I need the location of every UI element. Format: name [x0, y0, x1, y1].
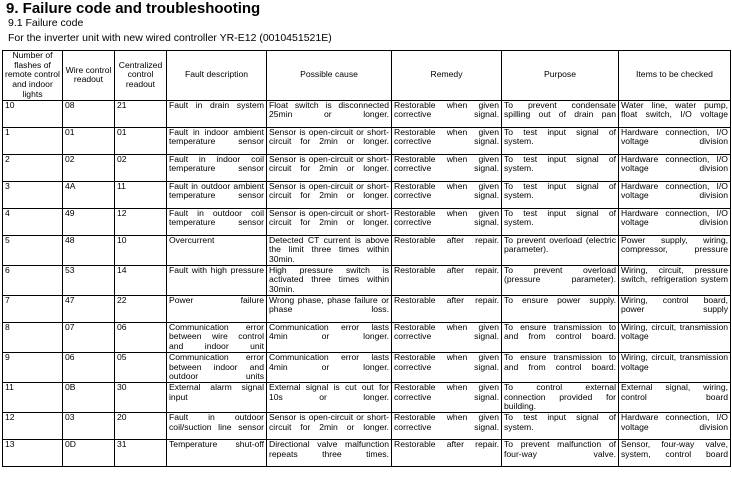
cell-fault: Fault in drain system: [167, 100, 267, 127]
cell-cause: Sensor is open-circuit or short-circuit for 2min or longer.: [267, 208, 392, 235]
col-header-flashes: Number of flashes of remote control and indoor lights: [3, 51, 63, 101]
cell-remedy: Restorable after repair.: [392, 265, 502, 295]
cell-central: 12: [115, 208, 167, 235]
cell-remedy: Restorable when given corrective signal.: [392, 154, 502, 181]
cell-fault: Fault in outdoor ambient temperature sensor: [167, 181, 267, 208]
cell-central: 14: [115, 265, 167, 295]
cell-wire: 03: [63, 413, 115, 440]
cell-fault: Power failure: [167, 295, 267, 322]
cell-central: 02: [115, 154, 167, 181]
cell-fault: Fault in outdoor coil/suction line sensor: [167, 413, 267, 440]
cell-cause: Directional valve malfunction repeats three times.: [267, 440, 392, 467]
cell-fault: Fault in outdoor coil temperature sensor: [167, 208, 267, 235]
table-row: [3, 235, 731, 265]
cell-wire: 49: [63, 208, 115, 235]
cell-cause: Detected CT current is above the limit three times within 30min.: [267, 235, 392, 265]
cell-cause: Communication error lasts 4min or longer.: [267, 352, 392, 382]
cell-flashes: 8: [3, 322, 63, 352]
cell-wire: 08: [63, 100, 115, 127]
col-header-purpose: Purpose: [502, 51, 619, 101]
cell-purpose: To prevent condensate spilling out of drain pan: [502, 100, 619, 127]
cell-flashes: 4: [3, 208, 63, 235]
cell-remedy: Restorable after repair.: [392, 295, 502, 322]
cell-remedy: Restorable when given corrective signal.: [392, 208, 502, 235]
cell-wire: 07: [63, 322, 115, 352]
table-row: [3, 440, 731, 467]
cell-wire: 4A: [63, 181, 115, 208]
cell-remedy: Restorable when given corrective signal.: [392, 322, 502, 352]
cell-check: Wiring, circuit, pressure switch, refrigeration system: [619, 265, 731, 295]
cell-fault: Overcurrent: [167, 235, 267, 265]
col-header-wire: Wire control readout: [63, 51, 115, 101]
cell-central: 31: [115, 440, 167, 467]
table-header-row: [3, 51, 731, 101]
cell-cause: Float switch is disconnected 25min or longer.: [267, 100, 392, 127]
cell-flashes: 11: [3, 382, 63, 412]
table-row: [3, 208, 731, 235]
table-row: [3, 352, 731, 382]
cell-remedy: Restorable when given corrective signal.: [392, 352, 502, 382]
cell-purpose: To test input signal of system.: [502, 154, 619, 181]
table-row: [3, 127, 731, 154]
cell-fault: External alarm signal input: [167, 382, 267, 412]
table-row: [3, 413, 731, 440]
cell-remedy: Restorable after repair.: [392, 440, 502, 467]
cell-check: Hardware connection, I/O voltage division: [619, 127, 731, 154]
cell-purpose: To control external connection provided for building.: [502, 382, 619, 412]
cell-central: 21: [115, 100, 167, 127]
cell-wire: 01: [63, 127, 115, 154]
cell-purpose: To ensure power supply.: [502, 295, 619, 322]
cell-purpose: To ensure transmission to and from control board.: [502, 322, 619, 352]
cell-flashes: 13: [3, 440, 63, 467]
cell-cause: Sensor is open-circuit or short-circuit for 2min or longer.: [267, 413, 392, 440]
cell-central: 01: [115, 127, 167, 154]
cell-remedy: Restorable after repair.: [392, 235, 502, 265]
cell-wire: 47: [63, 295, 115, 322]
cell-central: 20: [115, 413, 167, 440]
col-header-remedy: Remedy: [392, 51, 502, 101]
table-row: [3, 181, 731, 208]
cell-purpose: To test input signal of system.: [502, 181, 619, 208]
table-row: [3, 322, 731, 352]
cell-cause: Sensor is open-circuit or short-circuit for 2min or longer.: [267, 127, 392, 154]
cell-flashes: 5: [3, 235, 63, 265]
cell-check: External signal, wiring, control board: [619, 382, 731, 412]
cell-purpose: To prevent malfunction of four-way valve.: [502, 440, 619, 467]
cell-central: 05: [115, 352, 167, 382]
cell-check: Wiring, circuit, transmission voltage: [619, 352, 731, 382]
cell-cause: Wrong phase, phase failure or phase loss.: [267, 295, 392, 322]
cell-flashes: 9: [3, 352, 63, 382]
table-row: [3, 154, 731, 181]
cell-purpose: To test input signal of system.: [502, 413, 619, 440]
cell-remedy: Restorable when given corrective signal.: [392, 413, 502, 440]
cell-fault: Fault in indoor ambient temperature sensor: [167, 127, 267, 154]
table-row: [3, 295, 731, 322]
cell-check: Hardware connection, I/O voltage division: [619, 208, 731, 235]
cell-check: Wiring, circuit, transmission voltage: [619, 322, 731, 352]
cell-purpose: To prevent overload (pressure parameter).: [502, 265, 619, 295]
cell-cause: External signal is cut out for 10s or longer.: [267, 382, 392, 412]
col-header-central: Centralized control readout: [115, 51, 167, 101]
cell-flashes: 3: [3, 181, 63, 208]
cell-wire: 48: [63, 235, 115, 265]
cell-purpose: To ensure transmission to and from control board.: [502, 352, 619, 382]
failure-code-table: [2, 50, 731, 467]
cell-flashes: 7: [3, 295, 63, 322]
intro-text: For the inverter unit with new wired controller YR-E12 (0010451521E): [8, 32, 332, 44]
cell-flashes: 1: [3, 127, 63, 154]
cell-check: Wiring, control board, power supply: [619, 295, 731, 322]
cell-remedy: Restorable when given corrective signal.: [392, 127, 502, 154]
col-header-fault: Fault description: [167, 51, 267, 101]
cell-purpose: To test input signal of system.: [502, 127, 619, 154]
cell-check: Power supply, wiring, compressor, pressure: [619, 235, 731, 265]
subsection-heading: 9.1 Failure code: [8, 17, 84, 29]
cell-check: Hardware connection, I/O voltage division: [619, 181, 731, 208]
cell-check: Sensor, four-way valve, system, control board: [619, 440, 731, 467]
section-heading: 9. Failure code and troubleshooting: [6, 0, 261, 17]
cell-fault: Temperature shut-off: [167, 440, 267, 467]
col-header-cause: Possible cause: [267, 51, 392, 101]
cell-wire: 0D: [63, 440, 115, 467]
table-row: [3, 382, 731, 412]
cell-fault: Communication error between wire control and indoor unit: [167, 322, 267, 352]
cell-fault: Fault with high pressure: [167, 265, 267, 295]
cell-fault: Fault in indoor coil temperature sensor: [167, 154, 267, 181]
cell-cause: Sensor is open-circuit or short-circuit for 2min or longer.: [267, 154, 392, 181]
cell-purpose: To test input signal of system.: [502, 208, 619, 235]
cell-cause: Communication error lasts 4min or longer.: [267, 322, 392, 352]
cell-purpose: To prevent overload (electric parameter).: [502, 235, 619, 265]
cell-central: 10: [115, 235, 167, 265]
cell-flashes: 12: [3, 413, 63, 440]
cell-flashes: 2: [3, 154, 63, 181]
cell-cause: Sensor is open-circuit or short-circuit for 2min or longer.: [267, 181, 392, 208]
cell-remedy: Restorable when given corrective signal.: [392, 181, 502, 208]
table-row: [3, 265, 731, 295]
cell-central: 30: [115, 382, 167, 412]
col-header-check: Items to be checked: [619, 51, 731, 101]
cell-remedy: Restorable when given corrective signal.: [392, 100, 502, 127]
cell-central: 11: [115, 181, 167, 208]
table-row: [3, 100, 731, 127]
cell-wire: 02: [63, 154, 115, 181]
cell-fault: Communication error between indoor and outdoor units: [167, 352, 267, 382]
cell-central: 06: [115, 322, 167, 352]
cell-wire: 06: [63, 352, 115, 382]
cell-wire: 53: [63, 265, 115, 295]
cell-wire: 0B: [63, 382, 115, 412]
cell-remedy: Restorable when given corrective signal.: [392, 382, 502, 412]
cell-cause: High pressure switch is activated three times within 30min.: [267, 265, 392, 295]
cell-flashes: 6: [3, 265, 63, 295]
cell-check: Water line, water pump, float switch, I/O voltage: [619, 100, 731, 127]
cell-check: Hardware connection, I/O voltage division: [619, 413, 731, 440]
cell-flashes: 10: [3, 100, 63, 127]
cell-central: 22: [115, 295, 167, 322]
cell-check: Hardware connection, I/O voltage division: [619, 154, 731, 181]
